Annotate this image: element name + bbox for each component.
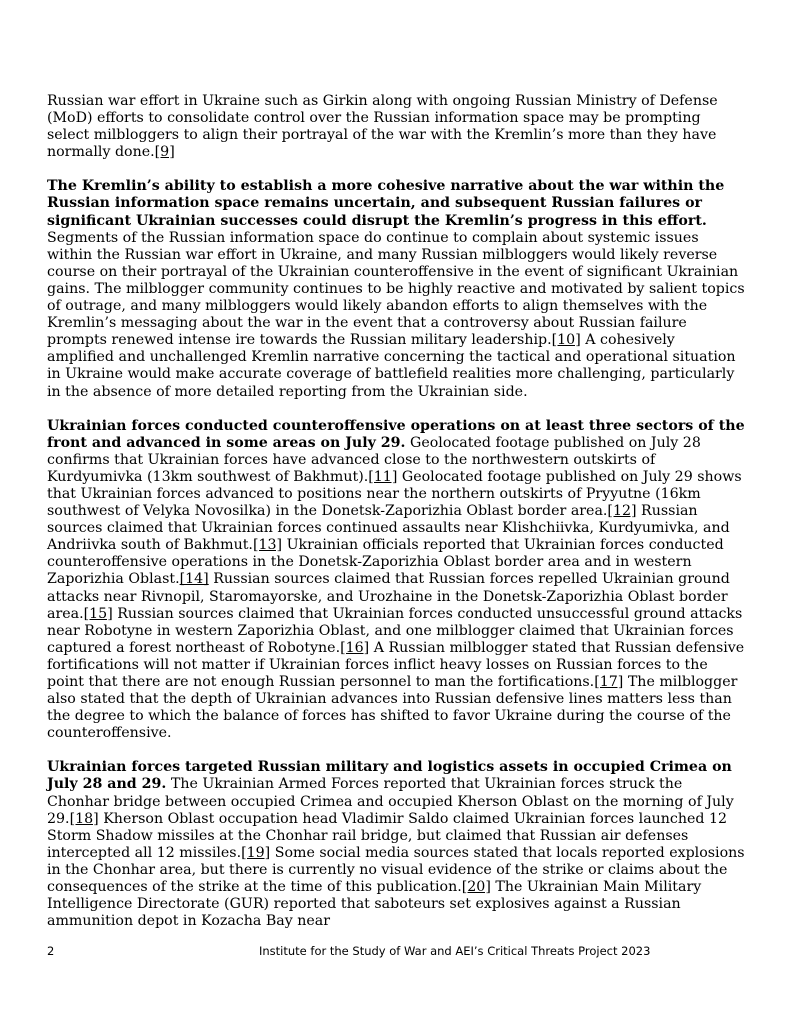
footnote-link[interactable]: [19] <box>241 844 271 861</box>
paragraph-text: Some social media sources stated that locals reported explosions in the Chonhar area, but there is currently no visual evidence of the strike or claims about the consequences of the strike at the time of this publication. <box>47 844 745 896</box>
paragraph-text: Russian sources claimed that Ukrainian forces conducted unsuccessful ground attacks near Robotyne in western Zaporizhia Oblast, and one milblogger claimed that Ukrainian forces captured a forest northeast of Robotyne. <box>47 605 743 656</box>
footnote-link[interactable]: [18] <box>69 810 99 827</box>
paragraph-text: Geolocated footage published on July 29 shows that Ukrainian forces advanced to positions near the northern outskirts of Pryyutne (16km southwest of Velyka Novosilka) in the Donetsk-Zaporizhia Oblast border area. <box>47 468 742 520</box>
paragraph-text: The milblogger also stated that the depth of Ukrainian advances into Russian defensive lines matters less than the degree to which the balance of forces has shifted to favor Ukraine during the course of the counteroffensive. <box>47 674 738 742</box>
footnote-link[interactable]: [9] <box>154 144 175 161</box>
paragraph-text: A cohesively amplified and unchallenged Kremlin narrative concerning the tactical and operational situation in Ukraine would make accurate coverage of battlefield realities more challenging, particularly in the absence of more detailed reporting from the Ukrainian side. <box>47 332 736 400</box>
paragraph-lead: Ukrainian forces conducted counteroffensive operations on at least three sectors of the front and advanced in some areas on July 29. <box>47 417 745 451</box>
paragraph-text: Russian sources claimed that Ukrainian forces continued assaults near Klishchiivka, Kurdyumivka, and Andriivka south of Bakhmut. <box>47 503 730 554</box>
paragraph-text: The Ukrainian Main Military Intelligence Directorate (GUR) reported that saboteurs set explosives against a Russian ammunition depot in Kozacha Bay near <box>47 879 702 930</box>
footnote-link[interactable]: [10] <box>551 332 581 349</box>
footer-text: Institute for the Study of War and AEI’s Critical Threats Project 2023 <box>259 944 651 958</box>
footnote-link[interactable]: [11] <box>368 468 398 485</box>
paragraph-text: Ukrainian officials reported that Ukrainian forces conducted counteroffensive operations in the Donetsk-Zaporizhia Oblast border area and in western Zaporizhia Oblast. <box>47 537 724 588</box>
document-body <box>47 93 745 947</box>
paragraph-text: Russian sources claimed that Russian forces repelled Ukrainian ground attacks near Rivnopil, Staromayorske, and Urozhaine in the Donetsk-Zaporizhia Oblast border area. <box>47 571 730 622</box>
footnote-link[interactable]: [13] <box>252 537 283 554</box>
paragraph <box>47 759 745 930</box>
paragraph <box>47 178 745 400</box>
footnote-link[interactable]: [16] <box>340 639 370 656</box>
footnote-link[interactable]: [14] <box>179 571 209 588</box>
footnote-link[interactable]: [17] <box>594 674 624 690</box>
footnote-link[interactable]: [12] <box>607 503 637 520</box>
paragraph-text: Russian war effort in Ukraine such as Girkin along with ongoing Russian Ministry of Defense (MoD) efforts to consolidate control over the Russian information space may be prompting select milbloggers to align their portrayal of the war with the Kremlin’s more than they have normally done. <box>47 93 718 161</box>
page-footer <box>47 944 745 960</box>
paragraph <box>47 93 745 161</box>
paragraph-lead: The Kremlin’s ability to establish a more cohesive narrative about the war within the Russian information space remains uncertain, and subsequent Russian failures or significant Ukrainian successes could disrupt the Kremlin’s progress in this effort. <box>47 178 725 229</box>
footnote-link[interactable]: [15] <box>83 605 113 622</box>
paragraph-text: Geolocated footage published on July 28 confirms that Ukrainian forces have advanced close to the northwestern outskirts of Kurdyumivka (13km southwest of Bakhmut). <box>47 434 701 485</box>
paragraph <box>47 418 745 743</box>
paragraph-text: The Ukrainian Armed Forces reported that Ukrainian forces struck the Chonhar bridge between occupied Crimea and occupied Kherson Oblast on the morning of July 29. <box>47 776 734 827</box>
footnote-link[interactable]: [20] <box>461 879 491 896</box>
paragraph-text: A Russian milblogger stated that Russian defensive fortifications will not matter if Ukrainian forces inflict heavy losses on Russian forces to the point that there are not enough Russian personnel to man the fortifications. <box>47 639 745 690</box>
page-number: 2 <box>47 944 55 958</box>
paragraph-text: Segments of the Russian information space do continue to complain about systemic issues within the Russian war effort in Ukraine, and many Russian milbloggers would likely reverse course on their portrayal of the Ukrainian counteroffensive in the event of significant Ukrainian gains. The milblogger community continues to be highly reactive and motivated by salient topics of outrage, and many milbloggers would likely abandon efforts to align themselves with the Kremlin’s messaging about the war in the event that a controversy about Russian failure prompts renewed intense ire towards the Russian military leadership. <box>47 229 745 349</box>
paragraph-lead: Ukrainian forces targeted Russian military and logistics assets in occupied Crimea on July 28 and 29. <box>47 759 732 793</box>
paragraph-text: Kherson Oblast occupation head Vladimir Saldo claimed Ukrainian forces launched 12 Storm Shadow missiles at the Chonhar rail bridge, but claimed that Russian air defenses intercepted all 12 missiles. <box>47 810 728 861</box>
